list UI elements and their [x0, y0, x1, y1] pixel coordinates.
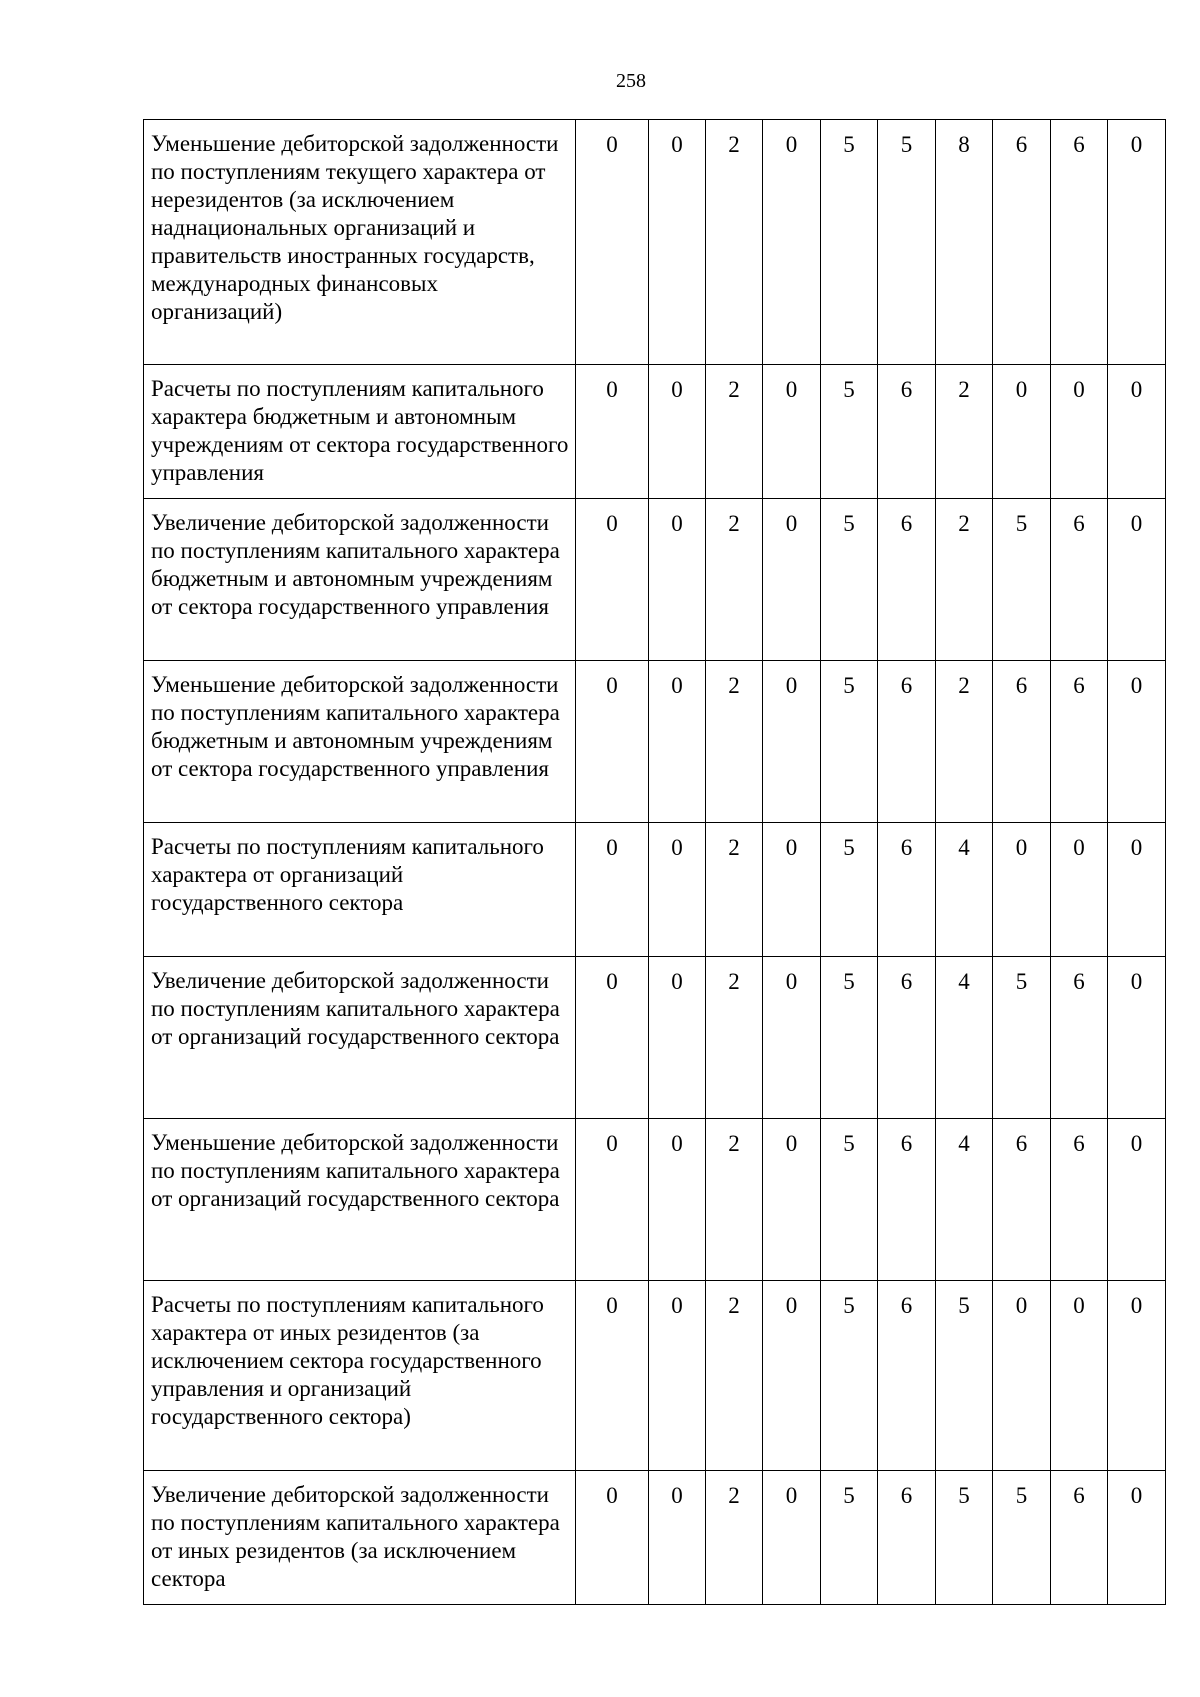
code-digit: 0 [576, 365, 649, 499]
code-digit: 0 [649, 1471, 706, 1605]
code-digit: 6 [1051, 1471, 1108, 1605]
code-digit: 0 [649, 1119, 706, 1281]
table-row [144, 661, 1166, 823]
code-digit: 0 [763, 661, 821, 823]
code-digit: 6 [1051, 1119, 1108, 1281]
table-row [144, 120, 1166, 365]
code-digit: 0 [1108, 1119, 1166, 1281]
code-digit: 6 [993, 661, 1051, 823]
row-description: Расчеты по поступлениям капитального характера от организаций государственного сектора [144, 823, 576, 957]
code-digit: 0 [576, 1119, 649, 1281]
code-digit: 0 [1108, 823, 1166, 957]
code-digit: 2 [936, 499, 993, 661]
code-digit: 6 [878, 823, 936, 957]
code-digit: 0 [763, 499, 821, 661]
code-digit: 0 [1108, 661, 1166, 823]
code-digit: 5 [821, 499, 878, 661]
code-digit: 6 [878, 365, 936, 499]
code-digit: 0 [993, 365, 1051, 499]
code-digit: 2 [706, 120, 763, 365]
table-row [144, 957, 1166, 1119]
code-digit: 0 [763, 1471, 821, 1605]
code-digit: 6 [878, 1119, 936, 1281]
code-digit: 5 [936, 1281, 993, 1471]
code-digit: 0 [576, 1281, 649, 1471]
code-digit: 0 [1108, 957, 1166, 1119]
code-digit: 5 [821, 365, 878, 499]
code-digit: 2 [706, 823, 763, 957]
code-digit: 5 [821, 1281, 878, 1471]
code-digit: 4 [936, 1119, 993, 1281]
row-description: Увеличение дебиторской задолженности по поступлениям капитального характера от иных резидентов (за исключением сектора [144, 1471, 576, 1605]
code-digit: 0 [763, 1119, 821, 1281]
code-digit: 2 [706, 365, 763, 499]
page-number: 258 [616, 70, 646, 92]
code-digit: 5 [993, 1471, 1051, 1605]
row-description: Расчеты по поступлениям капитального характера от иных резидентов (за исключением сектора государственного управления и организаций государственного сектора) [144, 1281, 576, 1471]
code-digit: 0 [649, 957, 706, 1119]
row-description: Расчеты по поступлениям капитального характера бюджетным и автономным учреждениям от сектора государственного управления [144, 365, 576, 499]
code-digit: 0 [763, 823, 821, 957]
code-digit: 5 [821, 1119, 878, 1281]
code-digit: 0 [1108, 365, 1166, 499]
table-row [144, 499, 1166, 661]
code-digit: 2 [706, 1471, 763, 1605]
code-digit: 6 [878, 1471, 936, 1605]
code-digit: 0 [576, 499, 649, 661]
code-digit: 0 [649, 499, 706, 661]
code-digit: 5 [821, 120, 878, 365]
table-row [144, 365, 1166, 499]
code-digit: 0 [649, 823, 706, 957]
code-digit: 5 [821, 823, 878, 957]
code-digit: 6 [993, 120, 1051, 365]
code-digit: 6 [1051, 957, 1108, 1119]
code-digit: 0 [649, 365, 706, 499]
code-digit: 6 [1051, 120, 1108, 365]
code-digit: 0 [576, 823, 649, 957]
row-description: Увеличение дебиторской задолженности по поступлениям капитального характера бюджетным и автономным учреждениям от сектора государственного управления [144, 499, 576, 661]
code-digit: 0 [993, 823, 1051, 957]
code-digit: 2 [706, 957, 763, 1119]
code-digit: 2 [706, 1281, 763, 1471]
code-digit: 6 [1051, 499, 1108, 661]
code-digit: 0 [1051, 823, 1108, 957]
code-digit: 0 [993, 1281, 1051, 1471]
code-digit: 2 [706, 1119, 763, 1281]
code-digit: 0 [1108, 1471, 1166, 1605]
code-digit: 5 [821, 661, 878, 823]
code-digit: 0 [1108, 1281, 1166, 1471]
row-description: Уменьшение дебиторской задолженности по поступлениям капитального характера бюджетным и автономным учреждениям от сектора государственного управления [144, 661, 576, 823]
code-digit: 0 [576, 1471, 649, 1605]
code-digit: 5 [993, 957, 1051, 1119]
code-digit: 6 [878, 957, 936, 1119]
code-digit: 5 [878, 120, 936, 365]
code-digit: 0 [763, 957, 821, 1119]
code-digit: 0 [576, 661, 649, 823]
code-digit: 0 [1051, 1281, 1108, 1471]
code-digit: 0 [649, 661, 706, 823]
code-digit: 4 [936, 823, 993, 957]
code-digit: 6 [878, 661, 936, 823]
code-digit: 5 [821, 957, 878, 1119]
code-digit: 6 [878, 499, 936, 661]
code-digit: 6 [993, 1119, 1051, 1281]
code-digit: 2 [706, 499, 763, 661]
row-description: Увеличение дебиторской задолженности по поступлениям капитального характера от организаций государственного сектора [144, 957, 576, 1119]
code-digit: 6 [1051, 661, 1108, 823]
code-digit: 0 [763, 1281, 821, 1471]
code-digit: 4 [936, 957, 993, 1119]
code-digit: 2 [706, 661, 763, 823]
code-digit: 0 [1051, 365, 1108, 499]
table-row [144, 823, 1166, 957]
code-digit: 2 [936, 365, 993, 499]
table-row [144, 1471, 1166, 1605]
code-digit: 2 [936, 661, 993, 823]
row-description: Уменьшение дебиторской задолженности по поступлениям текущего характера от нерезидентов (за исключением наднациональных организаций и правительств иностранных государств, международных финансовых организаций) [144, 120, 576, 365]
table-row [144, 1119, 1166, 1281]
code-digit: 6 [878, 1281, 936, 1471]
code-digit: 0 [649, 120, 706, 365]
code-digit: 0 [763, 120, 821, 365]
code-digit: 5 [821, 1471, 878, 1605]
budget-code-table [143, 119, 1166, 1605]
code-digit: 0 [1108, 499, 1166, 661]
code-digit: 0 [576, 120, 649, 365]
code-digit: 0 [1108, 120, 1166, 365]
code-digit: 0 [649, 1281, 706, 1471]
code-digit: 5 [993, 499, 1051, 661]
code-digit: 5 [936, 1471, 993, 1605]
code-digit: 8 [936, 120, 993, 365]
table-row [144, 1281, 1166, 1471]
row-description: Уменьшение дебиторской задолженности по поступлениям капитального характера от организаций государственного сектора [144, 1119, 576, 1281]
code-digit: 0 [576, 957, 649, 1119]
code-digit: 0 [763, 365, 821, 499]
